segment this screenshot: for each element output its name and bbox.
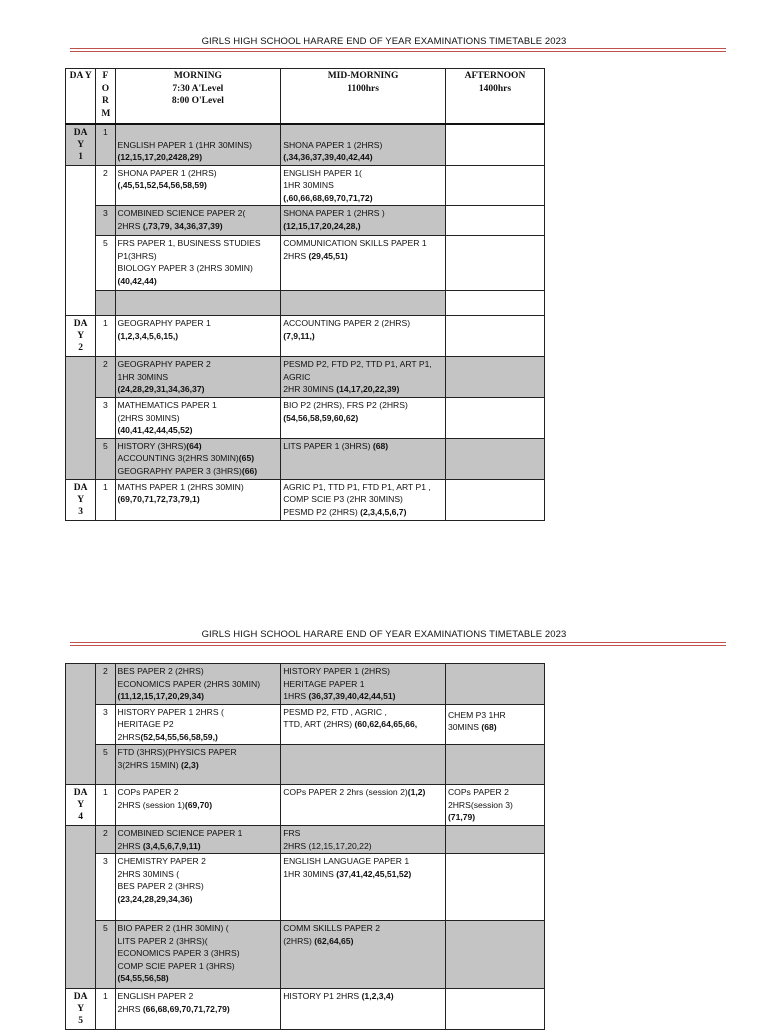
- afternoon-cell: [445, 124, 544, 166]
- day-header: DA Y: [66, 69, 96, 124]
- afternoon-cell: [445, 664, 544, 705]
- mid-morning-header: MID-MORNING 1100hrs: [281, 69, 446, 124]
- mid-morning-cell: PESMD P2, FTD , AGRIC , TTD, ART (2HRS) (60,62,64,65,66,: [281, 704, 446, 745]
- form-cell: 1: [96, 124, 115, 166]
- afternoon-cell: [445, 826, 544, 854]
- form-cell: 3: [96, 854, 115, 921]
- afternoon-cell: [445, 438, 544, 479]
- form-cell: 5: [96, 236, 115, 291]
- form-header: FORM: [96, 69, 115, 124]
- table-row: [66, 124, 545, 166]
- morning-cell: ENGLISH PAPER 1 (1HR 30MINS) (12,15,17,20,2428,29): [115, 124, 281, 166]
- table-row: [66, 236, 545, 291]
- mid-morning-cell: [281, 291, 446, 316]
- mid-morning-cell: PESMD P2, FTD P2, TTD P1, ART P1, AGRIC 2HR 30MINS (14,17,20,22,39): [281, 357, 446, 398]
- morning-cell: HISTORY PAPER 1 2HRS ( HERITAGE P2 2HRS(52,54,55,56,58,59,): [115, 704, 281, 745]
- day-label: DA Y 3: [66, 479, 96, 520]
- form-cell: 1: [96, 785, 115, 826]
- day-spacer: [66, 165, 96, 316]
- mid-morning-cell: HISTORY P1 2HRS (1,2,3,4): [281, 989, 446, 1030]
- afternoon-cell: [445, 921, 544, 989]
- mid-morning-cell: COMM SKILLS PAPER 2 (2HRS) (62,64,65): [281, 921, 446, 989]
- morning-cell: HISTORY (3HRS)(64) ACCOUNTING 3(2HRS 30MIN)(65) GEOGRAPHY PAPER 3 (3HRS)(66): [115, 438, 281, 479]
- afternoon-cell: COPs PAPER 2 2HRS(session 3) (71,79): [445, 785, 544, 826]
- title-rule: [70, 645, 726, 646]
- page-title: GIRLS HIGH SCHOOL HARARE END OF YEAR EXAMINATIONS TIMETABLE 2023: [201, 36, 567, 47]
- afternoon-cell: [445, 291, 544, 316]
- morning-cell: COMBINED SCIENCE PAPER 1 2HRS (3,4,5,6,7,9,11): [115, 826, 281, 854]
- table-row: [66, 357, 545, 398]
- header-row: [66, 69, 545, 124]
- morning-cell: SHONA PAPER 1 (2HRS) (,45,51,52,54,56,58,59): [115, 165, 281, 206]
- table-row: [66, 826, 545, 854]
- form-cell: 5: [96, 921, 115, 989]
- table-row: [66, 854, 545, 921]
- mid-morning-cell: [281, 745, 446, 785]
- morning-cell: MATHS PAPER 1 (2HRS 30MIN) (69,70,71,72,73,79,1): [115, 479, 281, 520]
- table-row: [66, 398, 545, 439]
- mid-morning-cell: COMMUNICATION SKILLS PAPER 1 2HRS (29,45,51): [281, 236, 446, 291]
- afternoon-cell: CHEM P3 1HR 30MINS (68): [445, 704, 544, 745]
- afternoon-cell: [445, 236, 544, 291]
- timetable-page-1: [65, 68, 545, 521]
- table-row: [66, 438, 545, 479]
- morning-cell: ENGLISH PAPER 2 2HRS (66,68,69,70,71,72,79): [115, 989, 281, 1030]
- afternoon-cell: [445, 479, 544, 520]
- afternoon-cell: [445, 206, 544, 236]
- mid-morning-cell: BIO P2 (2HRS), FRS P2 (2HRS) (54,56,58,59,60,62): [281, 398, 446, 439]
- morning-cell: CHEMISTRY PAPER 2 2HRS 30MINS ( BES PAPER 2 (3HRS) (23,24,28,29,34,36): [115, 854, 281, 921]
- table-row: [66, 664, 545, 705]
- mid-morning-cell: SHONA PAPER 1 (2HRS) (,34,36,37,39,40,42,44): [281, 124, 446, 166]
- afternoon-cell: [445, 316, 544, 357]
- title-rule: [70, 51, 726, 52]
- afternoon-header: AFTERNOON 1400hrs: [445, 69, 544, 124]
- afternoon-cell: [445, 357, 544, 398]
- day-spacer: [66, 826, 96, 989]
- timetable-page-2: [65, 663, 545, 1030]
- morning-cell: COPs PAPER 2 2HRS (session 1)(69,70): [115, 785, 281, 826]
- form-cell: 1: [96, 316, 115, 357]
- form-cell: 2: [96, 826, 115, 854]
- form-cell: 2: [96, 664, 115, 705]
- mid-morning-cell: COPs PAPER 2 2hrs (session 2)(1,2): [281, 785, 446, 826]
- morning-cell: BES PAPER 2 (2HRS) ECONOMICS PAPER (2HRS 30MIN) (11,12,15,17,20,29,34): [115, 664, 281, 705]
- table-row: [66, 704, 545, 745]
- mid-morning-cell: SHONA PAPER 1 (2HRS ) (12,15,17,20,24,28,): [281, 206, 446, 236]
- morning-cell: BIO PAPER 2 (1HR 30MIN) ( LITS PAPER 2 (3HRS)( ECONOMICS PAPER 3 (3HRS) COMP SCIE PAPER 1 (3HRS) (54,55,56,58): [115, 921, 281, 989]
- day-label: DA Y 2: [66, 316, 96, 357]
- form-cell: 5: [96, 438, 115, 479]
- morning-cell: MATHEMATICS PAPER 1 (2HRS 30MINS) (40,41,42,44,45,52): [115, 398, 281, 439]
- afternoon-cell: [445, 745, 544, 785]
- table-row: [66, 479, 545, 520]
- form-cell: 3: [96, 398, 115, 439]
- morning-cell: FRS PAPER 1, BUSINESS STUDIES P1(3HRS) BIOLOGY PAPER 3 (2HRS 30MIN) (40,42,44): [115, 236, 281, 291]
- form-cell: 5: [96, 745, 115, 785]
- table-row: [66, 165, 545, 206]
- afternoon-cell: [445, 398, 544, 439]
- form-cell: 3: [96, 206, 115, 236]
- form-cell: 3: [96, 704, 115, 745]
- morning-cell: GEOGRAPHY PAPER 2 1HR 30MINS (24,28,29,31,34,36,37): [115, 357, 281, 398]
- morning-cell: GEOGRAPHY PAPER 1 (1,2,3,4,5,6,15,): [115, 316, 281, 357]
- afternoon-cell: [445, 165, 544, 206]
- day-label: DA Y 1: [66, 124, 96, 166]
- day-spacer: [66, 357, 96, 480]
- table-row: [66, 291, 545, 316]
- form-cell: 2: [96, 357, 115, 398]
- form-cell: [96, 291, 115, 316]
- title-rule: [70, 642, 726, 643]
- morning-header: MORNING 7:30 A'Level 8:00 O'Level: [115, 69, 281, 124]
- mid-morning-cell: ENGLISH PAPER 1( 1HR 30MINS (,60,66,68,69,70,71,72): [281, 165, 446, 206]
- day-label: DA Y 5: [66, 989, 96, 1030]
- day-label: DA Y 4: [66, 785, 96, 826]
- table-row: [66, 921, 545, 989]
- morning-cell: [115, 291, 281, 316]
- afternoon-cell: [445, 989, 544, 1030]
- form-cell: 1: [96, 989, 115, 1030]
- form-cell: 1: [96, 479, 115, 520]
- mid-morning-cell: FRS 2HRS (12,15,17,20,22): [281, 826, 446, 854]
- table-row: [66, 785, 545, 826]
- page-title: GIRLS HIGH SCHOOL HARARE END OF YEAR EXAMINATIONS TIMETABLE 2023: [201, 629, 567, 640]
- mid-morning-cell: ENGLISH LANGUAGE PAPER 1 1HR 30MINS (37,41,42,45,51,52): [281, 854, 446, 921]
- title-rule: [70, 48, 726, 49]
- afternoon-cell: [445, 854, 544, 921]
- mid-morning-cell: HISTORY PAPER 1 (2HRS) HERITAGE PAPER 1 1HRS (36,37,39,40,42,44,51): [281, 664, 446, 705]
- form-cell: 2: [96, 165, 115, 206]
- mid-morning-cell: ACCOUNTING PAPER 2 (2HRS) (7,9,11,): [281, 316, 446, 357]
- table-row: [66, 745, 545, 785]
- mid-morning-cell: AGRIC P1, TTD P1, FTD P1, ART P1 , COMP SCIE P3 (2HR 30MINS) PESMD P2 (2HRS) (2,3,4,5,6,7): [281, 479, 446, 520]
- table-row: [66, 989, 545, 1030]
- day-spacer: [66, 664, 96, 785]
- table-row: [66, 316, 545, 357]
- morning-cell: FTD (3HRS)(PHYSICS PAPER 3(2HRS 15MIN) (2,3): [115, 745, 281, 785]
- morning-cell: COMBINED SCIENCE PAPER 2( 2HRS (,73,79, 34,36,37,39): [115, 206, 281, 236]
- table-row: [66, 206, 545, 236]
- mid-morning-cell: LITS PAPER 1 (3HRS) (68): [281, 438, 446, 479]
